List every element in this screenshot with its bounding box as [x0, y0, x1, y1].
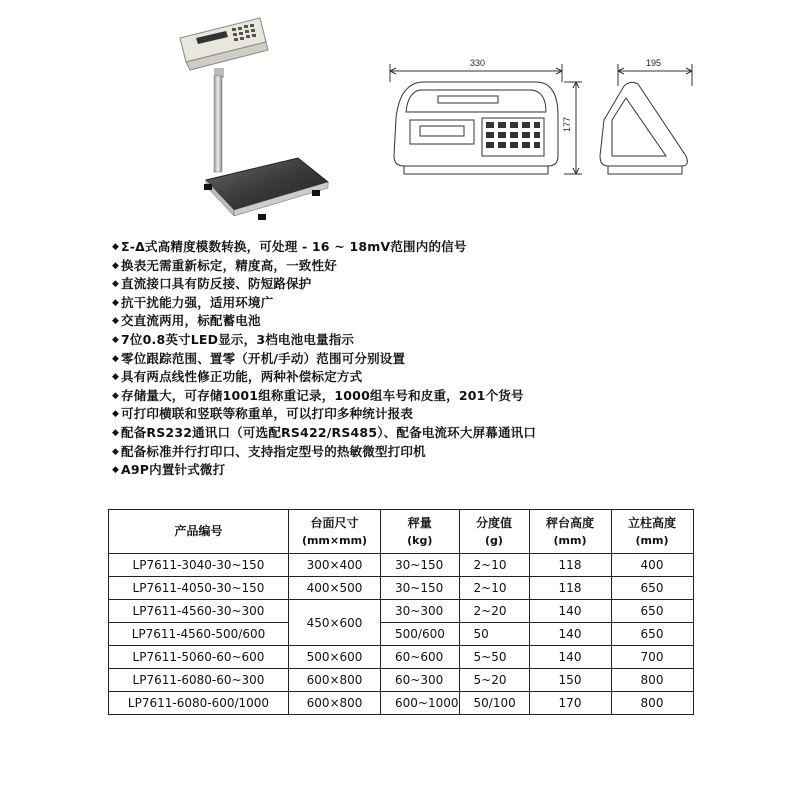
spec-table [108, 509, 694, 715]
table-cell: LP7611-5060-60~600 [109, 646, 289, 669]
table-cell: 800 [611, 692, 693, 715]
feature-item: ◆ 配备标准并行打印口、支持指定型号的热敏微型打印机 [112, 443, 712, 462]
feature-item: ◆ A9P内置针式微打 [112, 461, 712, 480]
col-header-platform-size: 台面尺寸 (mm×mm) [289, 510, 381, 554]
table-cell: 300×400 [289, 554, 381, 577]
feature-item: ◆ 7位0.8英寸LED显示，3档电池电量指示 [112, 331, 712, 350]
table-row [109, 623, 694, 646]
table-cell: 150 [529, 669, 611, 692]
bullet-icon: ◆ [112, 279, 120, 290]
table-cell: 400 [611, 554, 693, 577]
table-row [109, 646, 694, 669]
table-cell: 400×500 [289, 577, 381, 600]
bullet-icon: ◆ [112, 242, 120, 252]
table-cell: 650 [611, 600, 693, 623]
table-cell: LP7611-6080-600/1000 [109, 692, 289, 715]
table-cell: 650 [611, 623, 693, 646]
table-cell: 170 [529, 692, 611, 715]
table-cell: 30~300 [381, 600, 460, 623]
feature-item: ◆ 交直流两用，标配蓄电池 [112, 312, 712, 331]
bullet-icon: ◆ [112, 297, 120, 308]
table-row [109, 600, 694, 623]
bullet-icon: ◆ [112, 465, 120, 476]
table-cell: 5~20 [459, 669, 529, 692]
table-row [109, 692, 694, 715]
table-row [109, 669, 694, 692]
table-cell: LP7611-4560-30~300 [109, 600, 289, 623]
table-cell: 600×800 [289, 669, 381, 692]
table-cell: LP7611-4050-30~150 [109, 577, 289, 600]
depth-dimension: 195 [646, 58, 662, 68]
table-cell: 30~150 [381, 577, 460, 600]
table-cell: 2~10 [459, 577, 529, 600]
table-row [109, 577, 694, 600]
col-header-division: 分度值 (g) [459, 510, 529, 554]
table-cell: 140 [529, 600, 611, 623]
feature-item: ◆ 配备RS232通讯口（可选配RS422/RS485）、配备电流环大屏幕通讯口 [112, 424, 712, 443]
table-cell: 140 [529, 646, 611, 669]
bullet-icon: ◆ [112, 353, 120, 364]
feature-item: ◆ Σ-Δ式高精度模数转换，可处理 - 16 ~ 18mV范围内的信号 [112, 238, 712, 257]
dimension-drawing [386, 8, 726, 208]
table-cell: 800 [611, 669, 693, 692]
feature-item: ◆ 零位跟踪范围、置零（开机/手动）范围可分别设置 [112, 350, 712, 369]
table-cell: 118 [529, 577, 611, 600]
bullet-icon: ◆ [112, 372, 120, 383]
bullet-icon: ◆ [112, 409, 120, 420]
table-cell: 50 [459, 623, 529, 646]
col-header-model: 产品编号 [109, 510, 289, 554]
width-dimension: 330 [470, 58, 486, 68]
col-header-platform-height: 秤台高度 (mm) [529, 510, 611, 554]
bullet-icon: ◆ [112, 316, 120, 327]
table-cell: 60~600 [381, 646, 460, 669]
feature-item: ◆ 存储量大，可存储1001组称重记录，1000组车号和皮重，201个货号 [112, 387, 712, 406]
table-cell: 140 [529, 623, 611, 646]
feature-item: ◆ 直流接口具有防反接、防短路保护 [112, 275, 712, 294]
table-cell: 500×600 [289, 646, 381, 669]
feature-item: ◆ 抗干扰能力强，适用环境广 [112, 294, 712, 313]
feature-item: ◆ 可打印横联和竖联等称重单，可以打印多种统计报表 [112, 405, 712, 424]
table-cell: 5~50 [459, 646, 529, 669]
table-cell: 700 [611, 646, 693, 669]
bullet-icon: ◆ [112, 260, 120, 271]
feature-list [112, 238, 712, 480]
height-dimension: 177 [562, 116, 572, 132]
feature-item: ◆ 具有两点线性修正功能，两种补偿标定方式 [112, 368, 712, 387]
table-header-row [109, 510, 694, 554]
table-cell: 118 [529, 554, 611, 577]
table-cell: LP7611-6080-60~300 [109, 669, 289, 692]
table-cell: 650 [611, 577, 693, 600]
table-cell: 50/100 [459, 692, 529, 715]
table-cell: 600~1000 [381, 692, 460, 715]
col-header-pole-height: 立柱高度 (mm) [611, 510, 693, 554]
table-cell-merged: 450×600 [289, 600, 381, 646]
product-photo [176, 12, 336, 224]
table-cell: 600×800 [289, 692, 381, 715]
table-cell: 30~150 [381, 554, 460, 577]
table-cell: LP7611-4560-500/600 [109, 623, 289, 646]
bullet-icon: ◆ [112, 427, 120, 438]
table-cell: 2~10 [459, 554, 529, 577]
table-cell: 60~300 [381, 669, 460, 692]
table-cell: LP7611-3040-30~150 [109, 554, 289, 577]
table-cell: 500/600 [381, 623, 460, 646]
bullet-icon: ◆ [112, 334, 120, 345]
bullet-icon: ◆ [112, 446, 120, 457]
table-row [109, 554, 694, 577]
feature-item: ◆ 换表无需重新标定，精度高，一致性好 [112, 257, 712, 276]
table-cell: 2~20 [459, 600, 529, 623]
col-header-capacity: 秤量 (kg) [381, 510, 460, 554]
bullet-icon: ◆ [112, 390, 120, 401]
